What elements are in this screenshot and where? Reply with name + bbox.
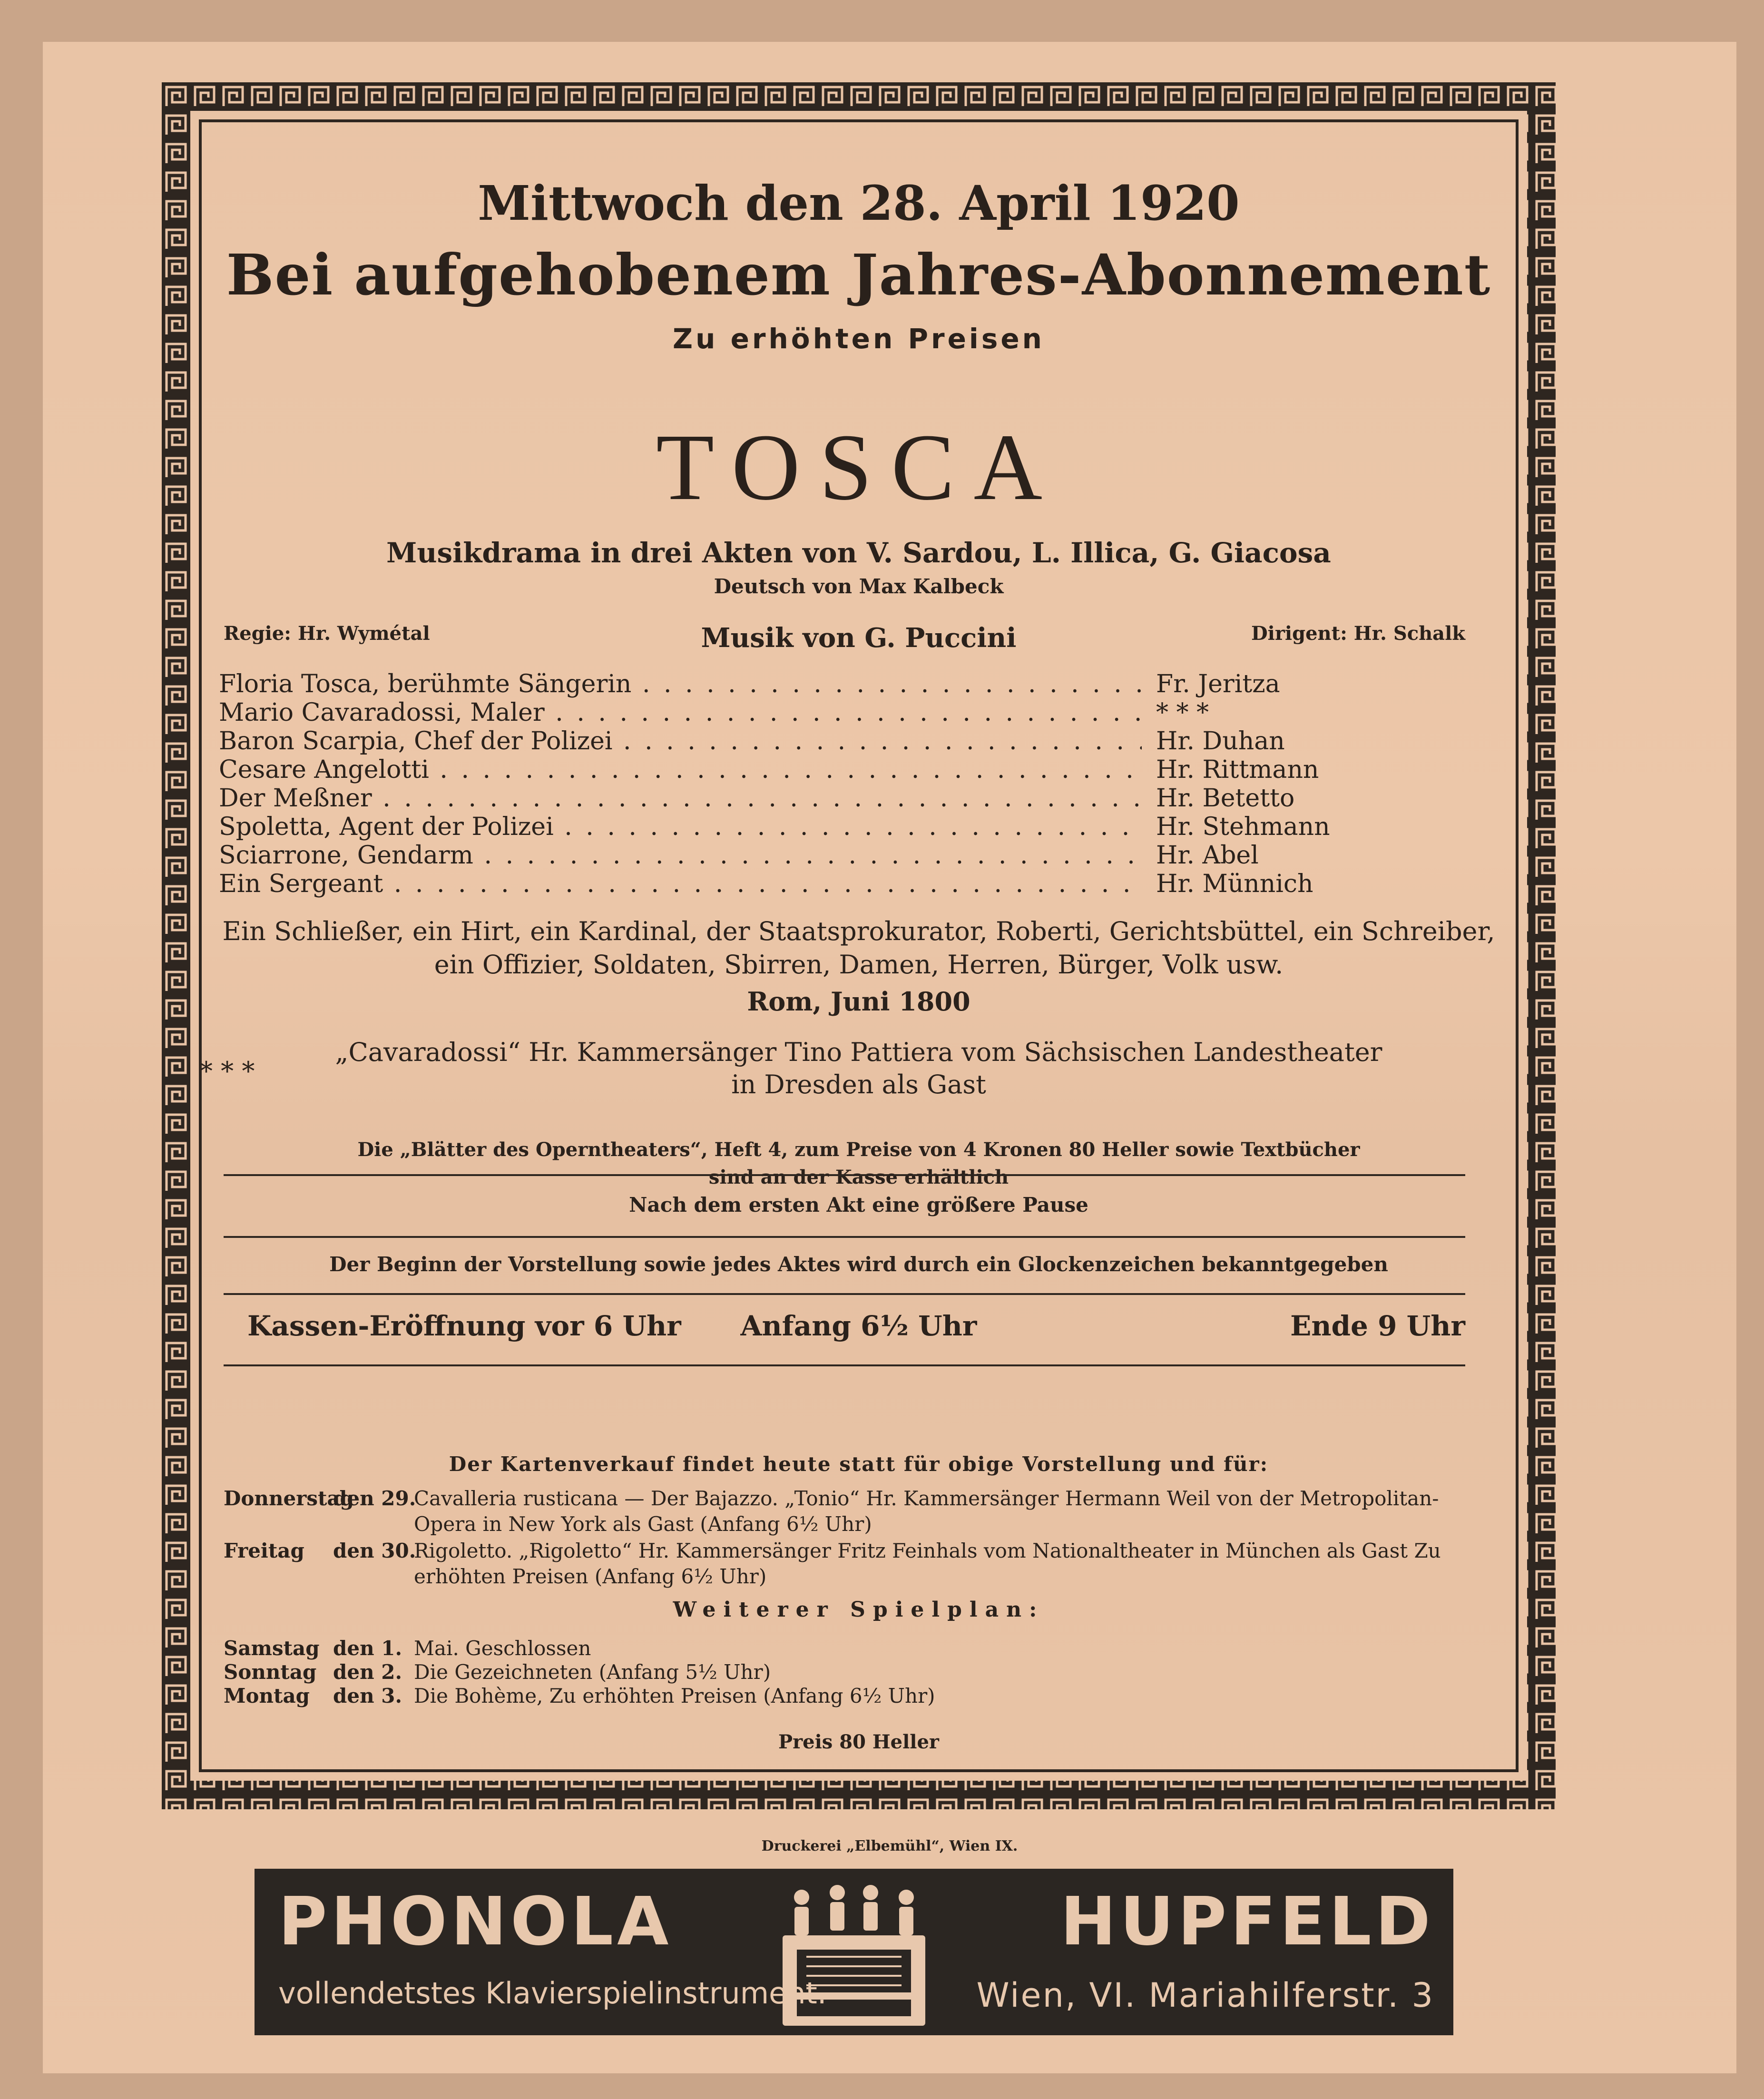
- cast-row: [219, 813, 1499, 841]
- bell-note: Der Beginn der Vorstellung sowie jedes Aktes wird durch ein Glockenzeichen bekanntgegeben: [329, 1253, 1388, 1276]
- cast-singer: Hr. Rittmann: [1156, 755, 1319, 784]
- guest-line: in Dresden als Gast: [731, 1069, 986, 1099]
- printer-credit: Druckerei „Elbemühl“, Wien IX.: [761, 1838, 1018, 1854]
- opera-subtitle: Musikdrama in drei Akten von V. Sardou, L. Illica, G. Giacosa: [386, 537, 1331, 569]
- schedule-text: Die Gezeichneten (Anfang 5½ Uhr): [414, 1660, 771, 1684]
- extras-line: ein Offizier, Soldaten, Sbirren, Damen, Herren, Bürger, Volk usw.: [434, 950, 1284, 980]
- cast-role: Der Meßner . . .: [219, 784, 1142, 813]
- booklet-line: sind an der Kasse erhältlich: [708, 1166, 1009, 1188]
- further-schedule-heading: Weiterer Spielplan:: [673, 1598, 1045, 1622]
- guest-stars: * * *: [200, 1056, 255, 1086]
- translator-credit: Deutsch von Max Kalbeck: [714, 575, 1004, 598]
- cast-row: [219, 755, 1499, 784]
- schedule-day: Montag: [224, 1684, 310, 1707]
- schedule-text: Die Bohème, Zu erhöhten Preisen (Anfang 6½ Uhr): [414, 1684, 935, 1707]
- cast-role: Cesare Angelotti . . .: [219, 755, 1142, 784]
- cast-singer: Hr. Münnich: [1156, 870, 1313, 898]
- cast-row: [219, 698, 1499, 727]
- cast-row: [219, 784, 1499, 813]
- times-row: [219, 1310, 1499, 1348]
- playbill-content: [200, 147, 1499, 1774]
- schedule-date: den 3.: [333, 1684, 402, 1707]
- cast-row: [219, 841, 1499, 870]
- schedule-date: den 1.: [333, 1637, 402, 1660]
- schedule-text: Mai. Geschlossen: [414, 1637, 591, 1660]
- pause-note: Nach dem ersten Akt eine größere Pause: [629, 1193, 1088, 1216]
- cast-role: Ein Sergeant . . .: [219, 870, 1142, 898]
- cast-row: [219, 670, 1499, 698]
- composer-credit: Musik von G. Puccini: [701, 622, 1017, 654]
- performance-date: Mittwoch den 28. April 1920: [478, 175, 1240, 231]
- cast-singer: Hr. Abel: [1156, 841, 1259, 870]
- cast-role: Baron Scarpia, Chef der Polizei . . .: [219, 727, 1142, 755]
- guest-note: [200, 1036, 1499, 1101]
- schedule-day: Donnerstag: [224, 1487, 354, 1510]
- cast-singer: Fr. Jeritza: [1156, 670, 1280, 698]
- extras-list: [219, 915, 1499, 981]
- extras-line: Ein Schließer, ein Hirt, ein Kardinal, der Staatsprokurator, Roberti, Gerichtsbüttel, ein Schreiber,: [222, 916, 1495, 946]
- start-time: Anfang 6½ Uhr: [740, 1310, 977, 1342]
- setting-note: Rom, Juni 1800: [747, 986, 970, 1017]
- end-time: Ende 9 Uhr: [1290, 1310, 1465, 1342]
- guest-line: „Cavaradossi“ Hr. Kammersänger Tino Pattiera vom Sächsischen Landestheater: [335, 1037, 1382, 1067]
- cast-role: Mario Cavaradossi, Maler . . .: [219, 698, 1142, 727]
- advertisement: [255, 1869, 1453, 2035]
- cast-singer: Hr. Betetto: [1156, 784, 1295, 813]
- ad-tagline: vollendetstes Klavierspielinstrument.: [278, 1976, 827, 2011]
- subscription-note: Bei aufgehobenem Jahres-Abonnement: [226, 242, 1491, 308]
- playbill-sheet: [43, 42, 1736, 2073]
- schedule-text: Rigoletto. „Rigoletto“ Hr. Kammersänger Fritz Feinhals vom Nationaltheater in München als Gast Zu erhöhten Preisen (Anfang 6½ Uhr): [414, 1539, 1441, 1588]
- box-office-time: Kassen-Eröffnung vor 6 Uhr: [247, 1310, 681, 1342]
- divider-line: [224, 1236, 1465, 1238]
- schedule-text: Cavalleria rusticana — Der Bajazzo. „Tonio“ Hr. Kammersänger Hermann Weil von der Metropolitan-Opera in New York als Gast (Anfang 6½ Uhr): [414, 1487, 1439, 1536]
- schedule-day: Freitag: [224, 1539, 304, 1562]
- cast-role: Spoletta, Agent der Polizei . . .: [219, 813, 1142, 841]
- ad-address: Wien, VI. Mariahilferstr. 3: [976, 1976, 1434, 2015]
- booklet-note: [219, 1136, 1499, 1191]
- cast-list: [219, 670, 1499, 898]
- booklet-line: Die „Blätter des Operntheaters“, Heft 4, zum Preise von 4 Kronen 80 Heller sowie Textbücher: [357, 1138, 1360, 1161]
- cast-role: Floria Tosca, berühmte Sängerin . . .: [219, 670, 1142, 698]
- divider-line: [224, 1293, 1465, 1295]
- program-price: Preis 80 Heller: [778, 1731, 939, 1753]
- schedule-date: den 30.: [333, 1539, 416, 1562]
- price-note: Zu erhöhten Preisen: [673, 323, 1045, 355]
- schedule-date: den 2.: [333, 1660, 402, 1684]
- divider-line: [224, 1174, 1465, 1176]
- ad-brand-right: HUPFELD: [1060, 1883, 1434, 1961]
- advance-sale-heading: Der Kartenverkauf findet heute statt für obige Vorstellung und für:: [449, 1452, 1269, 1476]
- director-credit: Regie: Hr. Wymétal: [224, 622, 430, 645]
- opera-title: TOSCA: [656, 415, 1062, 520]
- cast-row: [219, 870, 1499, 898]
- schedule-date: den 29.: [333, 1487, 416, 1510]
- ad-brand-left: PHONOLA: [278, 1883, 673, 1961]
- schedule-day: Samstag: [224, 1637, 320, 1660]
- cast-singer: Hr. Duhan: [1156, 727, 1285, 755]
- cast-row: [219, 727, 1499, 755]
- credits-row: [219, 622, 1499, 660]
- divider-line: [224, 1364, 1465, 1366]
- schedule-day: Sonntag: [224, 1660, 317, 1684]
- cast-singer: * * *: [1156, 698, 1209, 727]
- conductor-credit: Dirigent: Hr. Schalk: [1251, 622, 1465, 645]
- cast-role: Sciarrone, Gendarm . . .: [219, 841, 1142, 870]
- cast-singer: Hr. Stehmann: [1156, 813, 1330, 841]
